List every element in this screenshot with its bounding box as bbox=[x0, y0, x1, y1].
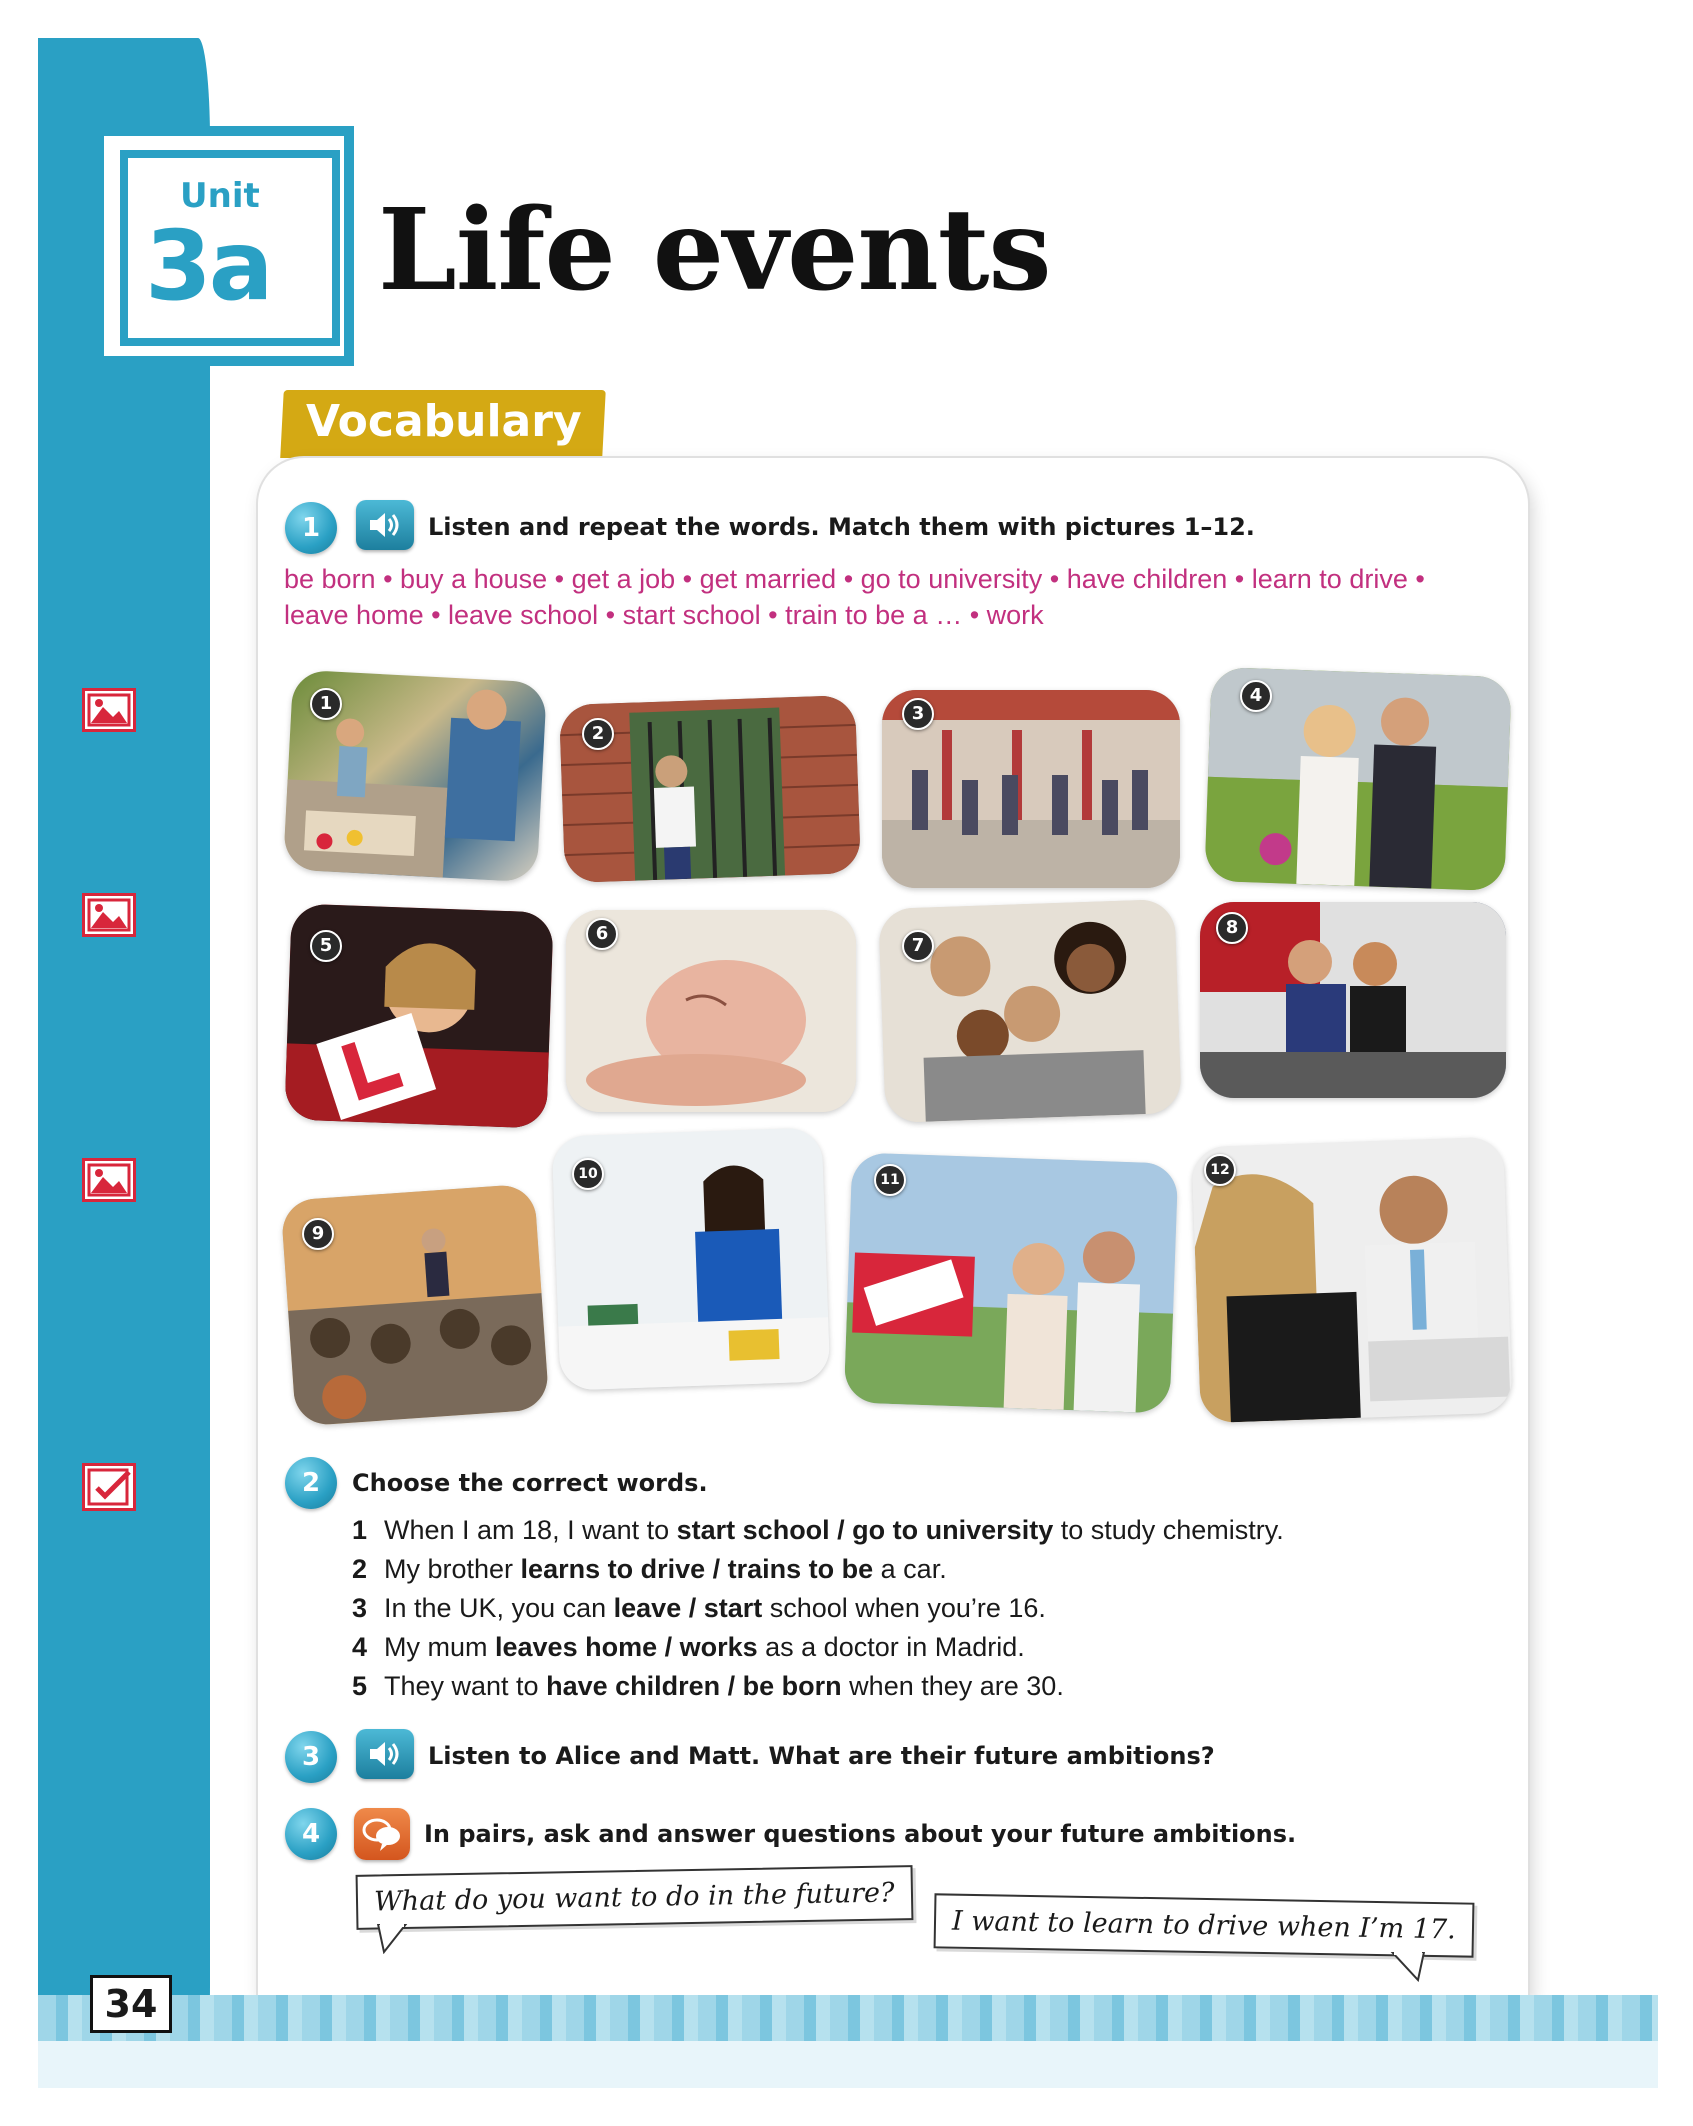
photo-12 bbox=[1191, 1137, 1512, 1424]
picture-number: 8 bbox=[1216, 912, 1248, 944]
list-item: 5 They want to have children / be born when they are 30. bbox=[352, 1671, 1064, 1701]
choice-option[interactable]: learns to drive / trains to be bbox=[520, 1554, 874, 1584]
picture-number: 2 bbox=[582, 718, 614, 750]
picture-number: 6 bbox=[586, 918, 618, 950]
picture-number: 12 bbox=[1204, 1154, 1236, 1186]
picture-number: 4 bbox=[1240, 680, 1272, 712]
speech-bubble-answer: I want to learn to drive when I’m 17. bbox=[934, 1893, 1475, 1957]
picture-number: 3 bbox=[902, 698, 934, 730]
bottom-wave-strip bbox=[38, 1995, 1658, 2041]
pair-work-button[interactable] bbox=[354, 1808, 410, 1860]
choice-option[interactable]: start school / go to university bbox=[676, 1515, 1054, 1545]
speech-bubble-tail bbox=[1388, 1952, 1428, 1982]
list-item: 4 My mum leaves home / works as a doctor in Madrid. bbox=[352, 1632, 1025, 1662]
audio-play-button[interactable] bbox=[356, 500, 414, 550]
image-icon[interactable] bbox=[82, 893, 136, 937]
page-number: 34 bbox=[90, 1975, 172, 2033]
speech-bubble-question: What do you want to do in the future? bbox=[356, 1865, 913, 1930]
checklist-icon[interactable] bbox=[82, 1463, 136, 1511]
choice-option[interactable]: have children / be born bbox=[546, 1671, 842, 1701]
list-item: 2 My brother learns to drive / trains to be a car. bbox=[352, 1554, 947, 1584]
exercise-number: 3 bbox=[285, 1731, 337, 1783]
picture-number: 10 bbox=[572, 1158, 604, 1190]
picture-number: 11 bbox=[874, 1164, 906, 1196]
exercise-number: 1 bbox=[285, 502, 337, 554]
list-item: 1 When I am 18, I want to start school / go to university to study chemistry. bbox=[352, 1515, 1284, 1545]
exercise-instruction: Listen to Alice and Matt. What are their future ambitions? bbox=[428, 1742, 1215, 1770]
picture-number: 9 bbox=[302, 1218, 334, 1250]
speaker-icon bbox=[368, 510, 402, 540]
unit-label: Unit bbox=[180, 176, 260, 216]
picture-number: 5 bbox=[310, 930, 342, 962]
list-item: 3 In the UK, you can leave / start school when you’re 16. bbox=[352, 1593, 1046, 1623]
exercise-instruction: In pairs, ask and answer questions about your future ambitions. bbox=[424, 1820, 1297, 1848]
exercise-2-list bbox=[352, 1515, 1284, 1710]
word-bank-line: be born • buy a house • get a job • get married • go to university • have children • learn to drive • bbox=[284, 564, 1425, 594]
picture-number: 7 bbox=[902, 930, 934, 962]
image-icon[interactable] bbox=[82, 688, 136, 732]
word-bank-line: leave home • leave school • start school • train to be a … • work bbox=[284, 600, 1044, 630]
speech-bubble-tail bbox=[376, 1924, 416, 1954]
exercise-number: 2 bbox=[285, 1457, 337, 1509]
exercise-number: 4 bbox=[285, 1808, 337, 1860]
section-label: Vocabulary bbox=[306, 396, 582, 447]
job-interview-handshake-photo bbox=[1191, 1137, 1512, 1424]
choice-option[interactable]: leave / start bbox=[613, 1593, 763, 1623]
audio-play-button[interactable] bbox=[356, 1729, 414, 1779]
unit-number: 3a bbox=[145, 210, 271, 322]
page-title: Life events bbox=[378, 185, 1051, 316]
picture-number: 1 bbox=[310, 688, 342, 720]
speaker-icon bbox=[368, 1739, 402, 1769]
bottom-margin bbox=[38, 2041, 1658, 2088]
speech-bubbles-icon bbox=[362, 1816, 402, 1852]
exercise-instruction: Listen and repeat the words. Match them with pictures 1–12. bbox=[428, 513, 1255, 541]
image-icon[interactable] bbox=[82, 1158, 136, 1202]
exercise-instruction: Choose the correct words. bbox=[352, 1469, 708, 1497]
choice-option[interactable]: leaves home / works bbox=[495, 1632, 758, 1662]
